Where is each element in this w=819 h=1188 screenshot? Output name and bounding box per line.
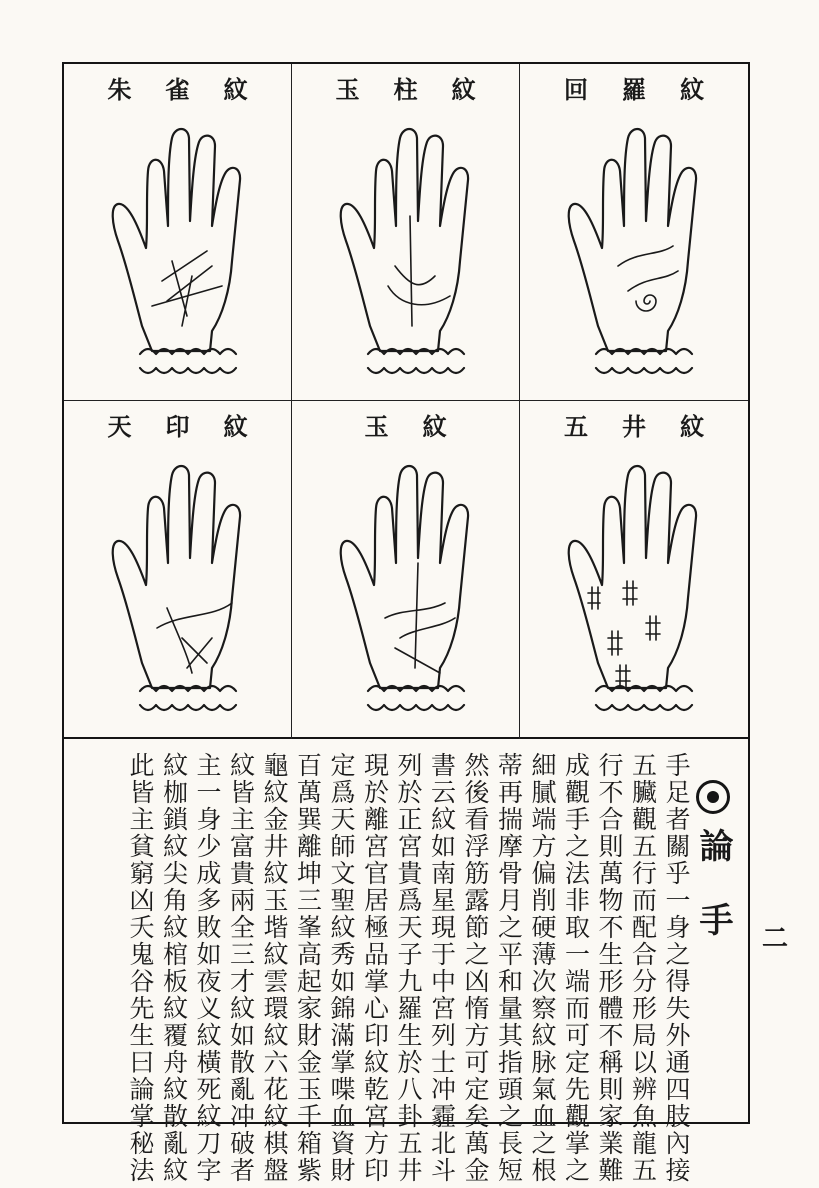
text-column: 行不合則萬物不生形體不稱則家業難 [595, 752, 624, 1184]
hand-outline-path [113, 129, 240, 351]
text-column: 現於離宮官居極品掌心印紋乾宮方印 [360, 752, 390, 1184]
palm-line [187, 638, 212, 668]
hand-outline-path [341, 129, 468, 351]
text-column: 定爲天師文聖紋秀如錦滿掌喋血資財 [327, 752, 356, 1184]
palm-cell-3 [520, 64, 748, 401]
palm-line [395, 648, 440, 673]
sleeve-cloud-cuff [596, 349, 692, 373]
palm-hand-outline [113, 129, 240, 373]
palm-line [646, 616, 660, 640]
palm-hand-outline [341, 466, 468, 710]
palm-line [623, 581, 637, 605]
hand-outline-path [113, 466, 240, 688]
palm-cell-2 [292, 64, 520, 401]
sleeve-cloud-cuff [140, 686, 236, 710]
palm-line [385, 603, 445, 618]
palm-hand-outline [341, 129, 468, 373]
section-heading-text: 論手 [693, 828, 733, 976]
palm-cell-4 [64, 401, 292, 739]
palm-line [588, 587, 600, 609]
palm-drawing-6 [520, 401, 747, 739]
palm-line [157, 603, 232, 628]
text-column: 手足者關乎一身之得失外通四肢內接 [662, 752, 691, 1184]
palm-cell-5 [292, 401, 520, 739]
palm-line [628, 271, 678, 291]
palm-line [388, 286, 450, 305]
palm-drawing-4 [64, 401, 291, 739]
palm-line [400, 618, 455, 638]
palm-line [636, 295, 656, 311]
hand-outline-path [569, 466, 696, 688]
palm-line [415, 563, 418, 668]
text-column: 蒂再揣摩骨月之平和量其指頭之長短 [494, 752, 524, 1184]
palm-drawing-5 [292, 401, 519, 739]
sleeve-cloud-cuff [140, 349, 236, 373]
palm-line [608, 631, 622, 655]
sleeve-cloud-cuff [368, 349, 464, 373]
palm-hand-outline [569, 129, 696, 373]
text-column: 主一身少成多敗如夜义紋橫死紋刀字 [193, 752, 222, 1184]
palm-cell-1 [64, 64, 292, 401]
section-heading [693, 780, 738, 976]
palm-line [616, 665, 630, 687]
palm-drawing-3 [520, 64, 747, 401]
palm-title-2: 玉柱紋 [335, 75, 510, 104]
text-column: 然後看浮筋露節之凶惰方可定矣萬金 [461, 752, 490, 1184]
palm-drawing-1 [64, 64, 291, 401]
palm-line [410, 216, 412, 326]
palm-title-4: 天印紋 [107, 412, 282, 441]
palm-title-6: 五井紋 [564, 412, 738, 441]
text-column: 成觀手之法非取一端而可定先觀掌之 [561, 752, 591, 1184]
hand-outline-path [569, 129, 696, 351]
palm-hand-outline [113, 466, 240, 710]
text-column: 五臟觀五行而配合分形局以辨魚龍五 [628, 752, 658, 1184]
palm-line [162, 251, 207, 281]
palm-illustration-grid [64, 64, 748, 739]
text-column: 細膩端方偏削硬薄次察紋脉氣血之根 [528, 752, 557, 1184]
page-number: 二 [762, 924, 789, 954]
palm-line [395, 266, 435, 285]
hand-outline-path [341, 466, 468, 688]
palm-hand-outline [569, 466, 696, 710]
text-column: 紋枷鎖紋尖角紋棺板紋覆舟紋散亂紋 [159, 752, 189, 1184]
text-column: 列於正宮貴爲天子九羅生於八卦五井 [394, 752, 423, 1184]
palm-cell-6 [520, 401, 748, 739]
palm-drawing-2 [292, 64, 519, 401]
page-frame [62, 62, 750, 1184]
text-column: 此皆主貧窮凶夭鬼谷先生曰論掌秘法 [126, 752, 155, 1184]
text-column: 龜紋金井紋玉堦紋雲環紋六花紋棋盤 [260, 752, 289, 1184]
palm-title-3: 回羅紋 [564, 75, 738, 104]
palm-title-1: 朱雀紋 [107, 75, 282, 104]
sleeve-cloud-cuff [596, 686, 692, 710]
palm-title-5: 玉紋 [364, 412, 481, 441]
text-column: 書云紋如南星現于中宮列士冲霾北斗 [427, 752, 457, 1184]
palm-line [618, 246, 673, 266]
text-area [64, 740, 748, 1184]
circle-dot-icon [696, 780, 730, 814]
text-column: 百萬巽離坤三峯高起家財金玉千箱紫 [293, 752, 323, 1184]
sleeve-cloud-cuff [368, 686, 464, 710]
text-column: 紋皆主富貴兩全三才紋如散亂冲破者 [226, 752, 256, 1184]
